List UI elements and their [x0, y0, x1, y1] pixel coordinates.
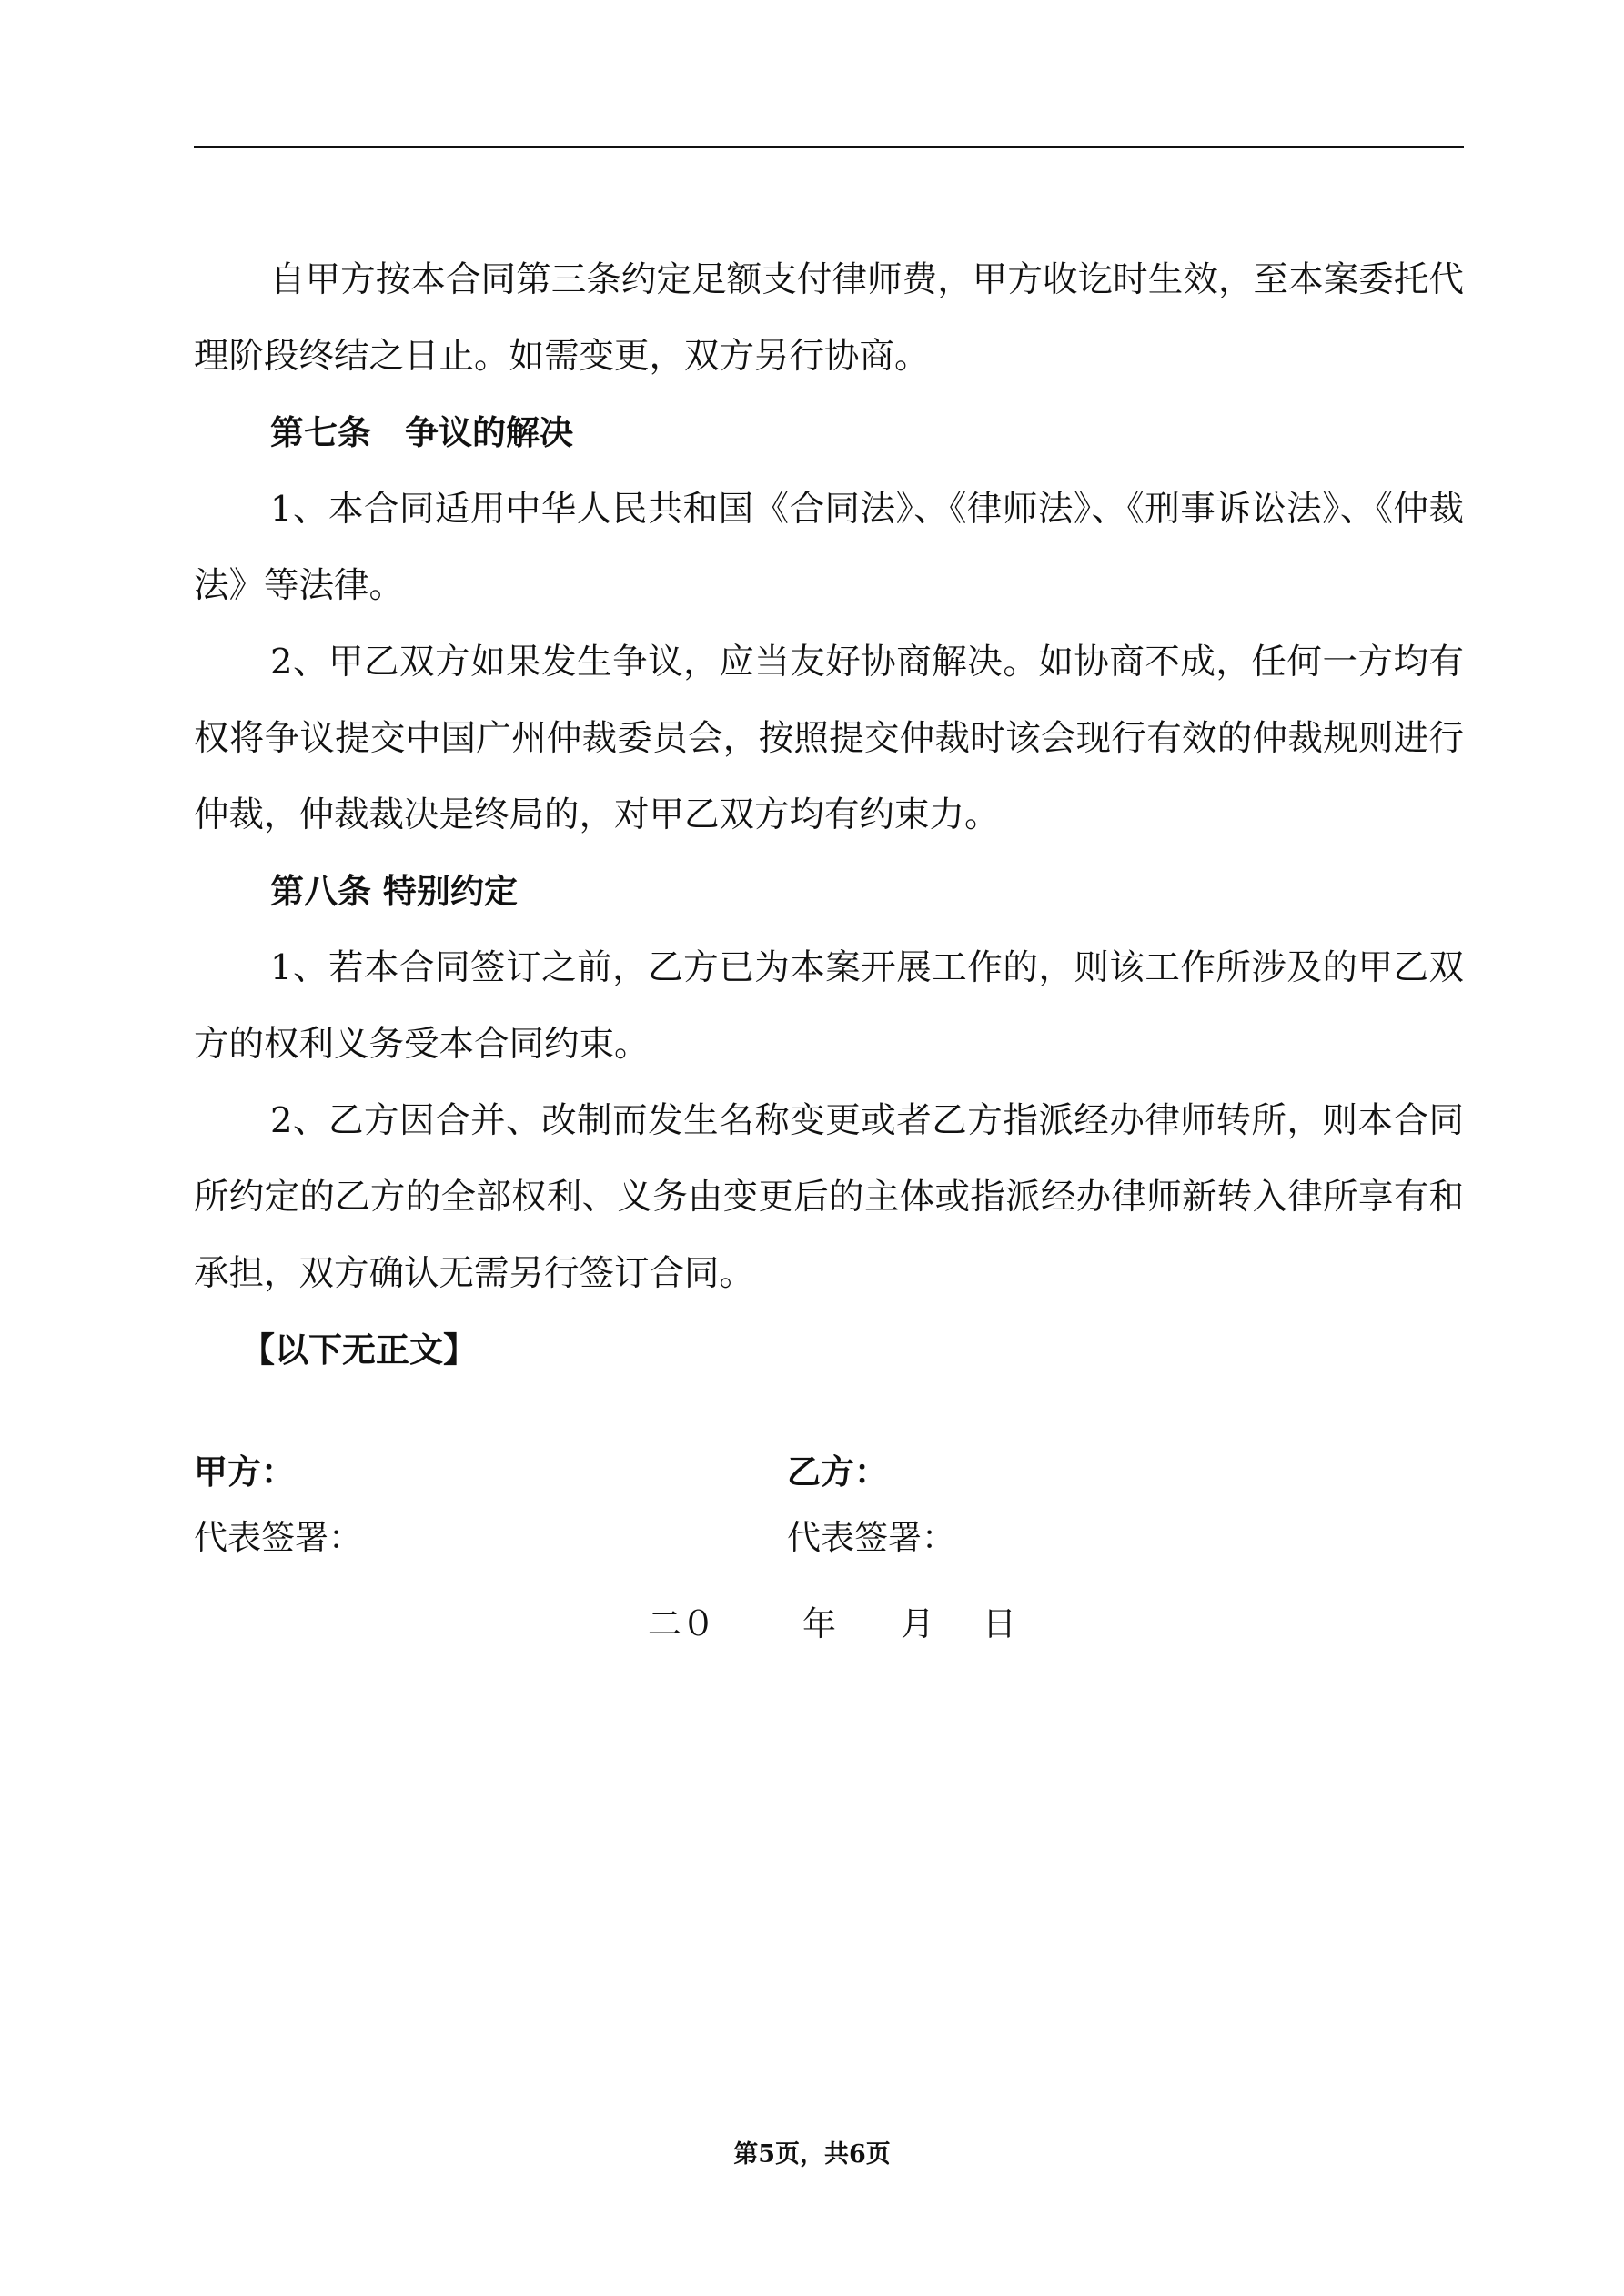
paragraph-effective-term: 自甲方按本合同第三条约定足额支付律师费，甲方收讫时生效，至本案委托代理阶段终结之日止。如需变更，双方另行协商。 — [194, 259, 1464, 377]
date-year-prefix: 二０ — [648, 1604, 715, 1644]
article-8-clause-2: 2、乙方因合并、改制而发生名称变更或者乙方指派经办律师转所，则本合同所约定的乙方的全部权利、义务由变更后的主体或指派经办律师新转入律所享有和承担，双方确认无需另行签订合同。 — [194, 1100, 1464, 1294]
date-year-label: 年 — [802, 1604, 836, 1644]
article-8-clause-1: 1、若本合同签订之前，乙方已为本案开展工作的，则该工作所涉及的甲乙双方的权利义务受本合同约束。 — [194, 947, 1464, 1065]
article-7-clause-1: 1、本合同适用中华人民共和国《合同法》、《律师法》、《刑事诉讼法》、《仲裁法》等法律。 — [194, 489, 1464, 606]
no-further-text-marker: 【以下无正文】 — [241, 1330, 477, 1370]
article-7-clause-2: 2、甲乙双方如果发生争议，应当友好协商解决。如协商不成，任何一方均有权将争议提交中国广州仲裁委员会，按照提交仲裁时该会现行有效的仲裁规则进行仲裁，仲裁裁决是终局的，对甲乙双方均有约束力。 — [194, 642, 1464, 835]
contract-body — [194, 242, 1464, 1389]
party-b-rep-label: 代表签署： — [787, 1518, 955, 1557]
date-month-label: 月 — [901, 1604, 934, 1644]
article-7-heading: 第七条 争议的解决 — [270, 413, 573, 452]
party-a-label: 甲方： — [194, 1452, 295, 1492]
party-a-rep-label: 代表签署： — [194, 1518, 362, 1557]
party-b-label: 乙方： — [787, 1452, 888, 1492]
article-8-heading: 第八条 特别约定 — [270, 872, 518, 911]
header-rule — [194, 146, 1464, 148]
page-indicator: 第5页，共6页 — [733, 2140, 891, 2169]
date-day-label: 日 — [983, 1604, 1016, 1644]
